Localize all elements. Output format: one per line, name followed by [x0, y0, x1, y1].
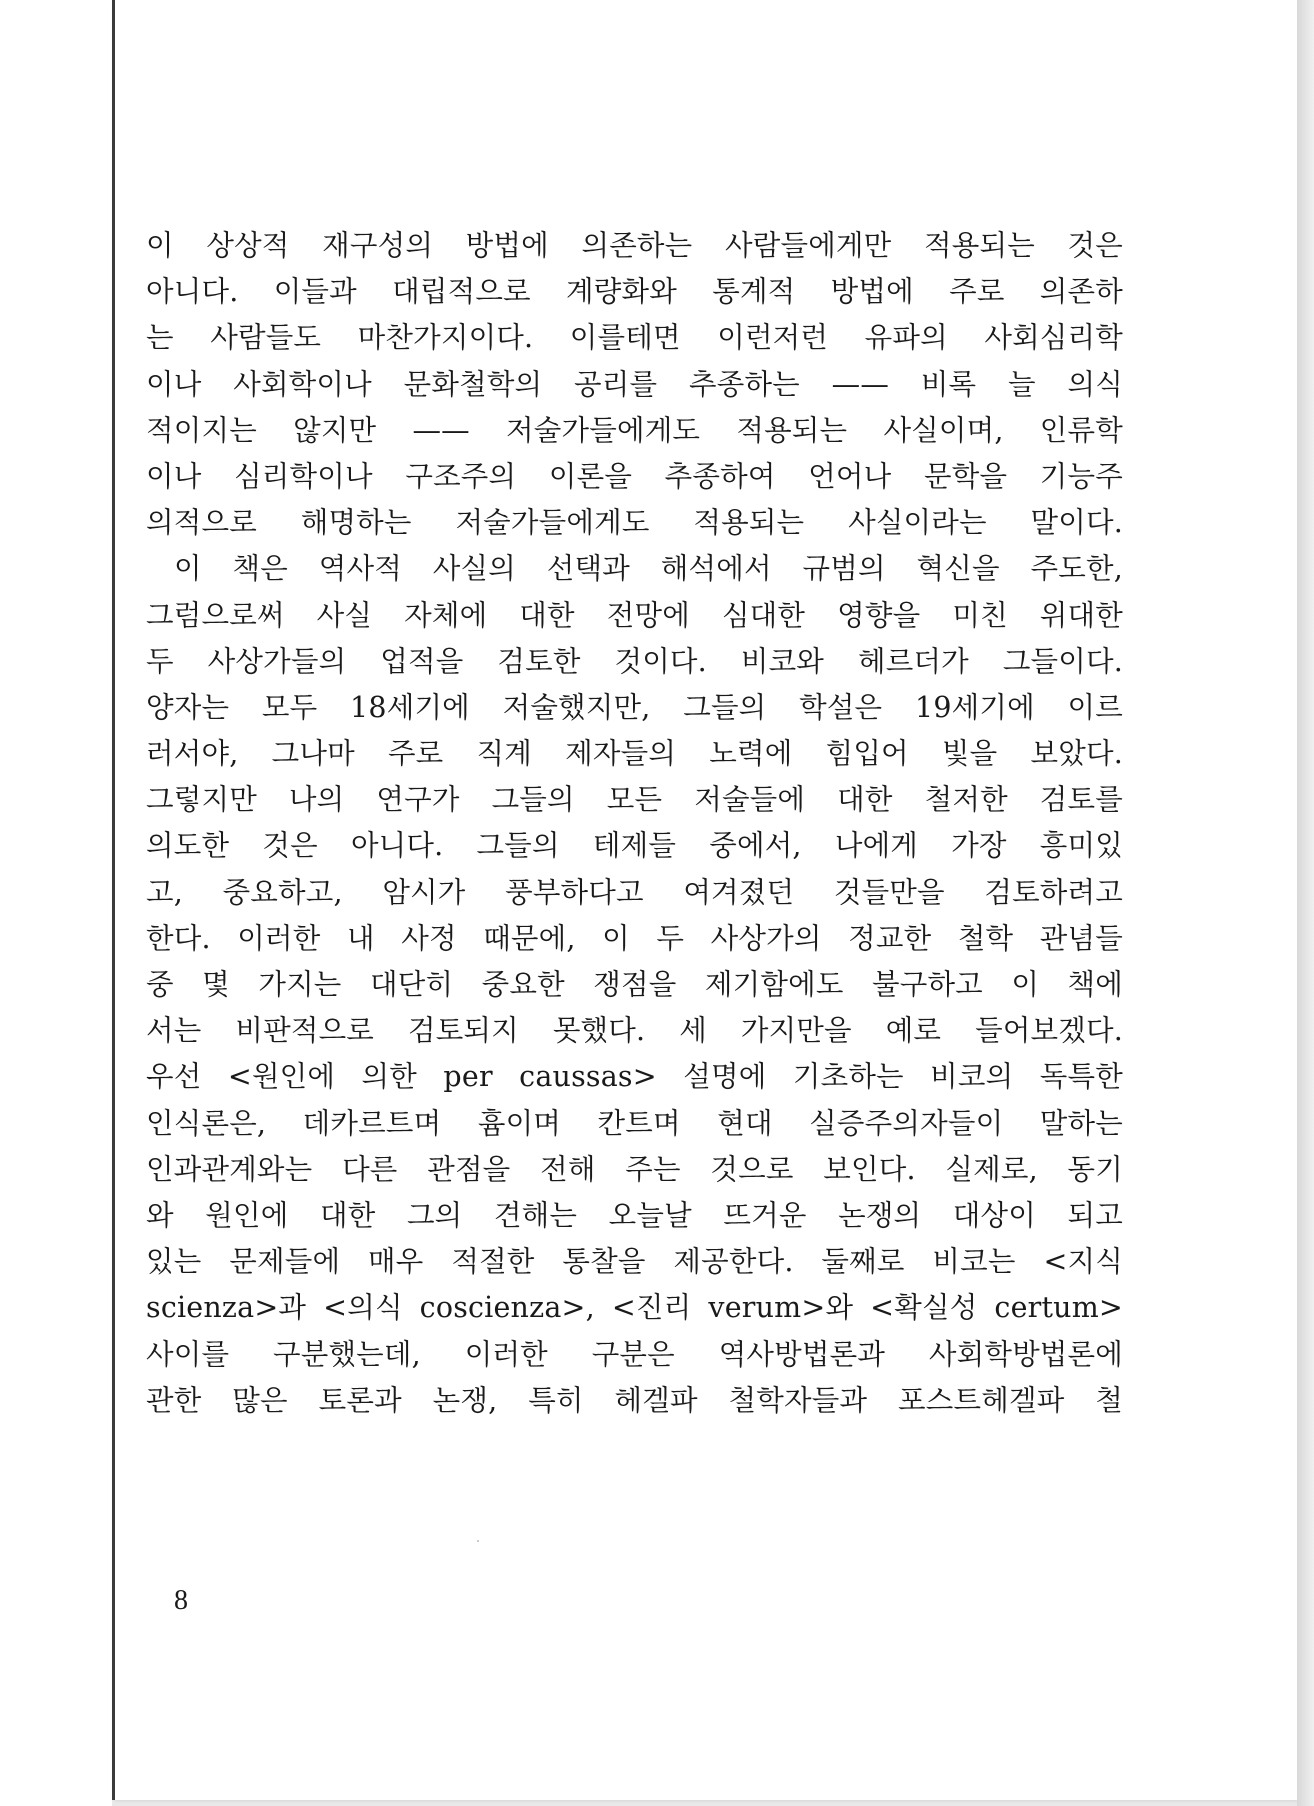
text-line: 의적으로 해명하는 저술가들에게도 적용되는 사실이라는 말이다. — [146, 506, 1123, 540]
text-line: 이 상상적 재구성의 방법에 의존하는 사람들에게만 적용되는 것은 — [146, 229, 1123, 262]
text-line: scienza>과 <의식 coscienza>, <진리 verum>와 <확실성 certum> — [146, 1291, 1123, 1325]
text-line: 그럼으로써 사실 자체에 대한 전망에 심대한 영향을 미친 위대한 — [146, 598, 1123, 632]
text-line: 서는 비판적으로 검토되지 못했다. 세 가지만을 예로 들어보겠다. — [146, 1014, 1123, 1048]
text-line: 양자는 모두 18세기에 저술했지만, 그들의 학설은 19세기에 이르 — [146, 690, 1123, 724]
text-line: 와 원인에 대한 그의 견해는 오늘날 뜨거운 논쟁의 대상이 되고 — [146, 1198, 1123, 1232]
page-gutter — [1297, 0, 1314, 1806]
text-line: 두 사상가들의 업적을 검토한 것이다. 비코와 헤르더가 그들이다. — [146, 644, 1123, 678]
text-line: 적이지는 않지만 —— 저술가들에게도 적용되는 사실이며, 인류학 — [146, 413, 1123, 447]
text-line: 는 사람들도 마찬가지이다. 이를테면 이런저런 유파의 사회심리학 — [146, 321, 1123, 355]
text-line: 인과관계와는 다른 관점을 전해 주는 것으로 보인다. 실제로, 동기 — [146, 1152, 1123, 1186]
text-line: 관한 많은 토론과 논쟁, 특히 헤겔파 철학자들과 포스트헤겔파 철 — [146, 1383, 1123, 1417]
text-line: 아니다. 이들과 대립적으로 계량화와 통계적 방법에 주로 의존하 — [146, 275, 1123, 309]
scan-speck — [477, 1540, 479, 1542]
text-line: 사이를 구분했는데, 이러한 구분은 역사방법론과 사회학방법론에 — [146, 1337, 1123, 1371]
text-line: 있는 문제들에 매우 적절한 통찰을 제공한다. 둘째로 비코는 <지식 — [146, 1245, 1123, 1279]
text-line: 이나 사회학이나 문화철학의 공리를 추종하는 —— 비록 늘 의식 — [146, 367, 1123, 401]
text-line: 중 몇 가지는 대단히 중요한 쟁점을 제기함에도 불구하고 이 책에 — [146, 968, 1123, 1001]
body-text — [146, 223, 1123, 1424]
text-line: 인식론은, 데카르트며 흄이며 칸트며 현대 실증주의자들이 말하는 — [146, 1106, 1123, 1140]
page-number: 8 — [174, 1585, 188, 1616]
text-line: 이 책은 역사적 사실의 선택과 해석에서 규범의 혁신을 주도한, — [174, 552, 1123, 586]
text-line: 그렇지만 나의 연구가 그들의 모든 저술들에 대한 철저한 검토를 — [146, 783, 1123, 817]
text-line: 러서야, 그나마 주로 직계 제자들의 노력에 힘입어 빛을 보았다. — [146, 737, 1123, 771]
text-line: 이나 심리학이나 구조주의 이론을 추종하여 언어나 문학을 기능주 — [146, 459, 1123, 493]
text-line: 의도한 것은 아니다. 그들의 테제들 중에서, 나에게 가장 흥미있 — [146, 829, 1123, 863]
text-line: 우선 <원인에 의한 per caussas> 설명에 기초하는 비코의 독특한 — [146, 1060, 1123, 1094]
text-line: 한다. 이러한 내 사정 때문에, 이 두 사상가의 정교한 철학 관념들 — [146, 921, 1123, 955]
scan-margin — [0, 0, 112, 1806]
text-line: 고, 중요하고, 암시가 풍부하다고 여겨졌던 것들만을 검토하려고 — [146, 875, 1123, 909]
